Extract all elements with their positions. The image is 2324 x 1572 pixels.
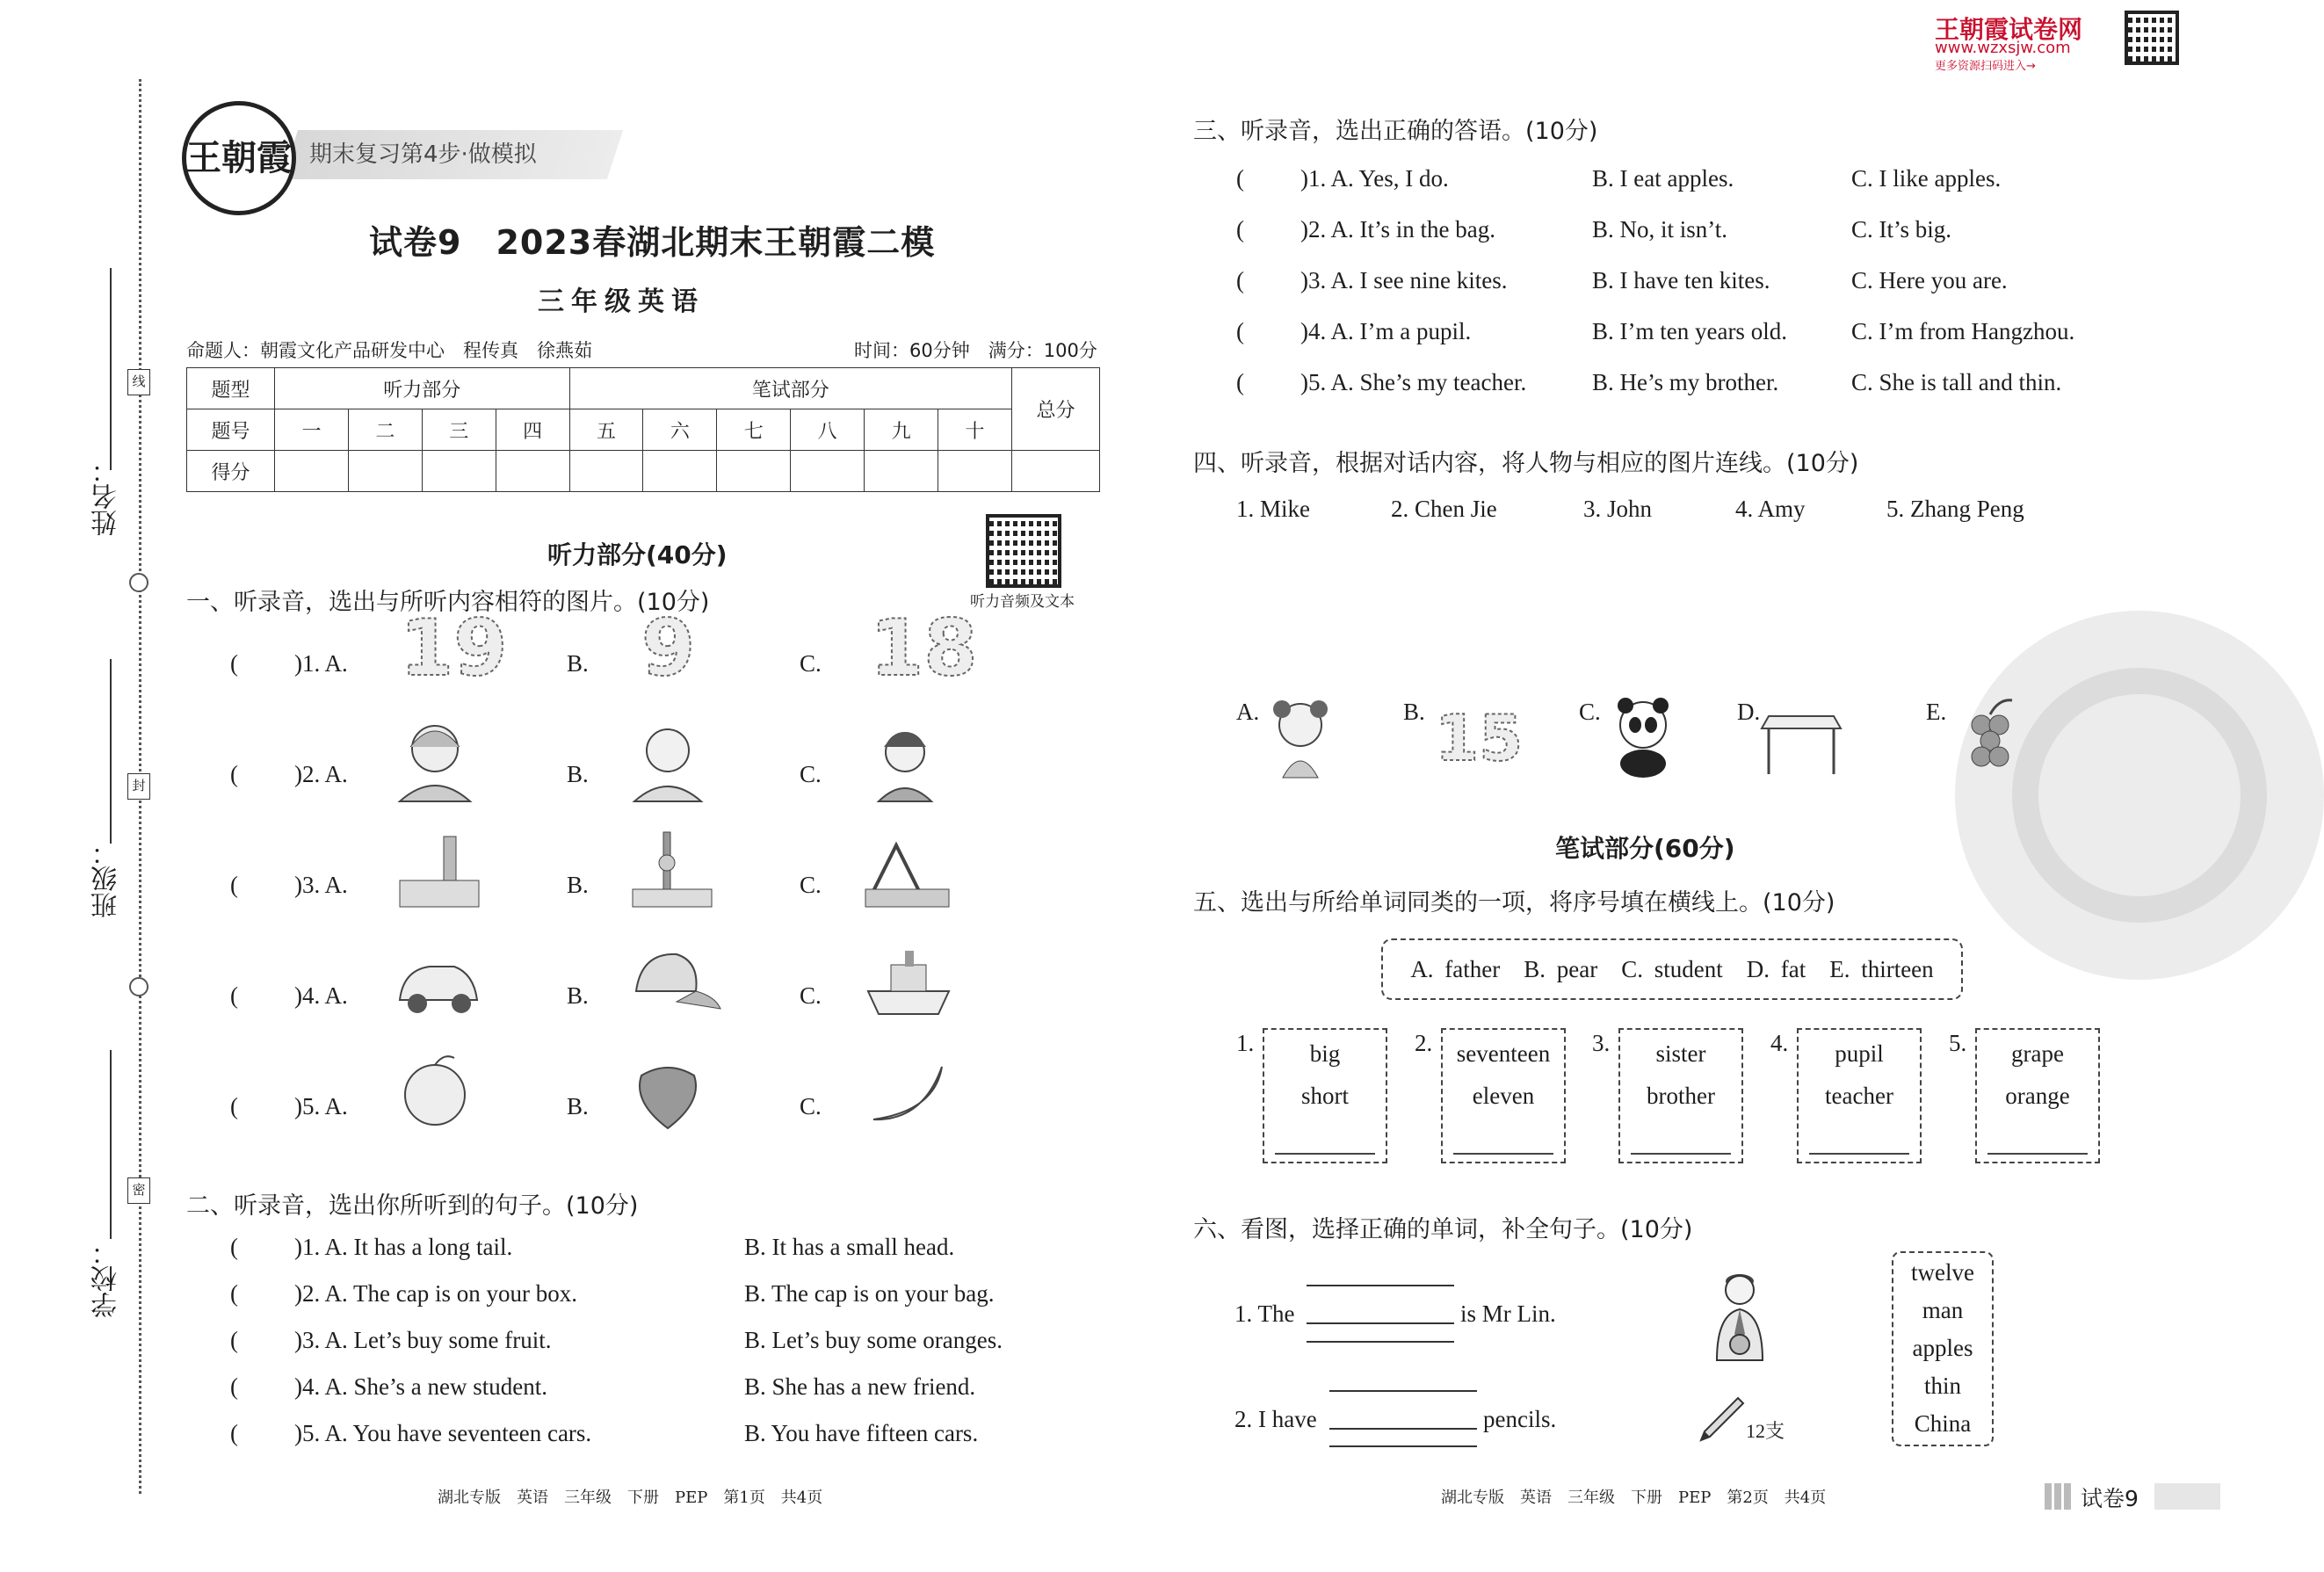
- word-bank: A. father B. pear C. student D. fat E. thirteen: [1381, 938, 1963, 1000]
- option-c-label: C.: [800, 761, 822, 787]
- sentence-option-a: )5. A. You have seventeen cars.: [294, 1420, 592, 1446]
- binding-mark-line: 线: [127, 369, 150, 395]
- sentence-option-a: )2. A. The cap is on your box.: [294, 1280, 577, 1307]
- card-number: 1.: [1236, 1030, 1255, 1056]
- person-name: 2. Chen Jie: [1391, 496, 1497, 522]
- card-word-2: teacher: [1825, 1083, 1893, 1109]
- reply-option-c: C. She is tall and thin.: [1851, 369, 2062, 395]
- card-number: 3.: [1592, 1030, 1611, 1056]
- answer-bracket[interactable]: (: [230, 872, 238, 898]
- bridge-picture: [861, 828, 958, 916]
- card-word-2: short: [1301, 1083, 1349, 1109]
- number-15-picture: 15: [1435, 701, 1524, 775]
- section-4-title: 四、听录音，根据对话内容，将人物与相应的图片连线。(10分): [1193, 450, 1859, 477]
- orange-picture: [391, 1049, 488, 1137]
- number-19-picture: 19: [400, 603, 508, 693]
- paper-tab-label: 试卷9: [2081, 1486, 2139, 1511]
- name-label: 姓名：: [91, 457, 122, 536]
- word-option: China: [1914, 1410, 1972, 1437]
- word-card: [1618, 1028, 1743, 1163]
- option-b-label: B.: [567, 872, 589, 898]
- question-number: 七: [717, 409, 791, 451]
- reply-option-c: C. It’s big.: [1851, 216, 1952, 243]
- score-cell[interactable]: [938, 451, 1012, 492]
- option-b-label: B.: [567, 982, 589, 1009]
- option-c-label: C.: [800, 872, 822, 898]
- grandpa-picture: [624, 717, 720, 805]
- card-word-1: seventeen: [1456, 1040, 1551, 1067]
- tv-tower-picture: [624, 828, 720, 916]
- word-card: [1441, 1028, 1566, 1163]
- question-number: 十: [938, 409, 1012, 451]
- page-footer-left: 湖北专版 英语 三年级 下册 PEP 第1页 共4页: [438, 1489, 823, 1507]
- card-answer-line[interactable]: [1275, 1153, 1375, 1155]
- card-answer-line[interactable]: [1987, 1153, 2088, 1155]
- logo-text: 王朝霞: [186, 137, 292, 178]
- sentence-2-guide-line: [1329, 1445, 1477, 1447]
- binding-mark-dense: 密: [127, 1177, 150, 1204]
- listening-part-header: 听力部分: [275, 368, 570, 409]
- sentence-2-end: pencils.: [1483, 1406, 1557, 1432]
- class-label: 班级：: [91, 839, 122, 918]
- card-word-1: grape: [2011, 1040, 2064, 1067]
- section-3-title: 三、听录音，选出正确的答语。(10分): [1193, 118, 1598, 145]
- reply-option-a: )2. A. It’s in the bag.: [1300, 216, 1495, 243]
- option-c-label: C.: [800, 982, 822, 1009]
- sentence-2-guide-line: [1329, 1390, 1477, 1392]
- sentence-2-start: 2. I have: [1234, 1406, 1317, 1432]
- option-c-label: C.: [800, 650, 822, 677]
- card-answer-line[interactable]: [1631, 1153, 1731, 1155]
- sentence-2-blank[interactable]: [1329, 1428, 1477, 1430]
- score-cell[interactable]: [791, 451, 865, 492]
- answer-bracket[interactable]: (: [230, 1327, 238, 1353]
- word-card: [1797, 1028, 1922, 1163]
- sentence-option-b: B. It has a small head.: [744, 1234, 955, 1260]
- brand-logo: [182, 101, 296, 215]
- row-label: 得分: [187, 451, 275, 492]
- person-name: 4. Amy: [1735, 496, 1806, 522]
- binding-hole: [129, 977, 148, 996]
- reply-option-c: C. I’m from Hangzhou.: [1851, 318, 2075, 344]
- review-step-banner: 期末复习第4步·做模拟: [309, 141, 537, 168]
- answer-bracket[interactable]: (: [1236, 369, 1244, 395]
- exam-subtitle: 三年级英语: [538, 286, 705, 317]
- answer-bracket[interactable]: (: [1236, 267, 1244, 293]
- brand-name: 王朝霞试卷网: [1935, 15, 2083, 44]
- answer-bracket[interactable]: (: [1236, 216, 1244, 243]
- sentence-1-start: 1. The: [1234, 1300, 1295, 1327]
- sentence-1-blank[interactable]: [1307, 1322, 1454, 1324]
- picture-label: A.: [1236, 699, 1260, 725]
- person-name: 3. John: [1583, 496, 1653, 522]
- audio-qr-code: [986, 514, 1061, 588]
- sentence-option-b: B. You have fifteen cars.: [744, 1420, 979, 1446]
- number-19-picture: [391, 603, 508, 694]
- listening-heading: 听力部分(40分): [547, 540, 728, 569]
- reply-option-b: B. I’m ten years old.: [1592, 318, 1787, 344]
- page-footer-right: 湖北专版 英语 三年级 下册 PEP 第2页 共4页: [1441, 1489, 1827, 1507]
- question-number: 三: [422, 409, 496, 451]
- question-number: 八: [791, 409, 865, 451]
- answer-bracket[interactable]: (: [230, 1280, 238, 1307]
- total-score-cell[interactable]: [1012, 451, 1100, 492]
- number-18-picture: [861, 603, 978, 694]
- answer-bracket[interactable]: (: [1236, 318, 1244, 344]
- reply-option-a: )1. A. Yes, I do.: [1300, 165, 1449, 192]
- sentence-option-b: B. She has a new friend.: [744, 1373, 976, 1400]
- card-word-2: orange: [2005, 1083, 2070, 1109]
- score-cell[interactable]: [275, 451, 349, 492]
- brand-qr-code: [2125, 11, 2179, 65]
- sentence-option-b: B. The cap is on your bag.: [744, 1280, 995, 1307]
- question-number: 二: [348, 409, 422, 451]
- question-number: 一: [275, 409, 349, 451]
- score-cell[interactable]: [643, 451, 717, 492]
- exam-time: 时间：60分钟 满分：100分: [854, 340, 1097, 361]
- score-cell[interactable]: [422, 451, 496, 492]
- answer-bracket[interactable]: (: [230, 650, 238, 677]
- binding-hole: [129, 573, 148, 592]
- question-number: )2. A.: [294, 761, 348, 787]
- word-options-box: [1892, 1251, 1994, 1446]
- pencil-picture: [1696, 1393, 1748, 1445]
- reply-option-a: )5. A. She’s my teacher.: [1300, 369, 1527, 395]
- option-c-label: C.: [800, 1093, 822, 1119]
- question-number: )4. A.: [294, 982, 348, 1009]
- writing-heading: 笔试部分(60分): [1555, 834, 1735, 863]
- score-cell[interactable]: [717, 451, 791, 492]
- total-header: 总分: [1012, 368, 1100, 451]
- panda-picture: [1604, 690, 1683, 778]
- tab-bar: [2154, 1483, 2220, 1510]
- banana-picture: [861, 1049, 958, 1137]
- boy-picture: [861, 717, 958, 805]
- number-9-picture: [624, 603, 720, 694]
- name-fill-line: [110, 268, 112, 470]
- question-number: 六: [643, 409, 717, 451]
- card-word-2: brother: [1647, 1083, 1715, 1109]
- word-option: apples: [1912, 1335, 1973, 1361]
- picture-label: E.: [1926, 699, 1947, 725]
- score-cell[interactable]: [865, 451, 938, 492]
- section-5-title: 五、选出与所给单词同类的一项，将序号填在横线上。(10分): [1193, 889, 1835, 916]
- writing-part-header: 笔试部分: [569, 368, 1011, 409]
- score-cell[interactable]: [348, 451, 422, 492]
- brand-url: www.wzxsjw.com: [1935, 39, 2071, 57]
- car-picture: [391, 938, 488, 1026]
- strawberry-picture: [624, 1049, 720, 1137]
- answer-bracket[interactable]: (: [230, 1373, 238, 1400]
- answer-bracket[interactable]: (: [230, 1420, 238, 1446]
- card-word-1: sister: [1655, 1040, 1706, 1067]
- grandma-picture: [391, 717, 488, 805]
- girl-picture: [1261, 690, 1340, 778]
- sentence-1-guide-line: [1307, 1341, 1454, 1343]
- card-word-1: big: [1309, 1040, 1341, 1067]
- reply-option-b: B. He’s my brother.: [1592, 369, 1779, 395]
- ship-picture: [861, 938, 958, 1026]
- row-label: 题型: [187, 368, 275, 409]
- sentence-option-b: B. Let’s buy some oranges.: [744, 1327, 1003, 1353]
- school-label: 学校：: [91, 1239, 122, 1318]
- question-number: )3. A.: [294, 872, 348, 898]
- word-card: [1263, 1028, 1387, 1163]
- desk-picture: [1762, 690, 1841, 778]
- sentence-1-guide-line: [1307, 1285, 1454, 1286]
- option-b-label: B.: [567, 650, 589, 677]
- brand-tagline: 更多资源扫码进入→: [1935, 60, 2036, 73]
- score-table: [186, 367, 1100, 492]
- watermark-seal-ring: [2012, 668, 2267, 923]
- card-answer-line[interactable]: [1453, 1153, 1553, 1155]
- man-picture: [1705, 1264, 1775, 1362]
- question-number: )5. A.: [294, 1093, 348, 1119]
- tab-decoration: [2045, 1483, 2071, 1510]
- card-number: 5.: [1949, 1030, 1967, 1056]
- option-b-label: B.: [567, 761, 589, 787]
- reply-option-b: B. I have ten kites.: [1592, 267, 1770, 293]
- exam-authors: 命题人：朝霞文化产品研发中心 程传真 徐燕茹: [186, 340, 592, 361]
- card-number: 4.: [1770, 1030, 1789, 1056]
- card-word-2: eleven: [1472, 1083, 1535, 1109]
- answer-bracket[interactable]: (: [230, 1234, 238, 1260]
- card-number: 2.: [1415, 1030, 1433, 1056]
- question-number: 九: [865, 409, 938, 451]
- word-option: twelve: [1911, 1259, 1974, 1286]
- person-name: 5. Zhang Peng: [1886, 496, 2024, 522]
- reply-option-b: B. I eat apples.: [1592, 165, 1734, 192]
- score-cell[interactable]: [496, 451, 569, 492]
- option-b-label: B.: [567, 1093, 589, 1119]
- question-number: 四: [496, 409, 569, 451]
- number-15-picture: [1428, 690, 1524, 778]
- picture-label: B.: [1403, 699, 1425, 725]
- answer-bracket[interactable]: (: [230, 761, 238, 787]
- row-label: 题号: [187, 409, 275, 451]
- section-1-title: 一、听录音，选出与所听内容相符的图片。(10分): [186, 589, 710, 616]
- sentence-1-end: is Mr Lin.: [1460, 1300, 1556, 1327]
- number-18-picture: 18: [870, 603, 978, 693]
- reply-option-a: )3. A. I see nine kites.: [1300, 267, 1508, 293]
- class-fill-line: [110, 659, 112, 844]
- tower-city-picture: [391, 828, 488, 916]
- answer-bracket[interactable]: (: [230, 982, 238, 1009]
- answer-bracket[interactable]: (: [230, 1093, 238, 1119]
- reply-option-b: B. No, it isn’t.: [1592, 216, 1728, 243]
- picture-label: D.: [1737, 699, 1761, 725]
- question-number: )1. A.: [294, 650, 348, 677]
- school-fill-line: [110, 1050, 112, 1239]
- card-word-1: pupil: [1835, 1040, 1884, 1067]
- grapes-picture: [1951, 690, 2030, 778]
- reply-option-c: C. Here you are.: [1851, 267, 2008, 293]
- reply-option-c: C. I like apples.: [1851, 165, 2002, 192]
- picture-label: C.: [1579, 699, 1601, 725]
- sentence-option-a: )4. A. She’s a new student.: [294, 1373, 547, 1400]
- audio-qr-caption: 听力音频及文本: [970, 593, 1075, 611]
- card-answer-line[interactable]: [1809, 1153, 1909, 1155]
- pencil-caption: 12支: [1746, 1420, 1785, 1442]
- sentence-option-a: )3. A. Let’s buy some fruit.: [294, 1327, 552, 1353]
- sentence-option-a: )1. A. It has a long tail.: [294, 1234, 513, 1260]
- person-name: 1. Mike: [1236, 496, 1310, 522]
- grandpa-face: [647, 729, 689, 772]
- binding-mark-seal: 封: [127, 773, 150, 800]
- section-6-title: 六、看图，选择正确的单词，补全句子。(10分): [1193, 1216, 1693, 1243]
- number-9-picture: 9: [641, 603, 696, 693]
- score-cell[interactable]: [569, 451, 643, 492]
- word-option: man: [1922, 1297, 1964, 1323]
- exam-title: 试卷9 2023春湖北期末王朝霞二模: [369, 223, 936, 262]
- word-option: thin: [1923, 1373, 1961, 1399]
- answer-bracket[interactable]: (: [1236, 165, 1244, 192]
- cap-picture: [624, 938, 720, 1026]
- section-2-title: 二、听录音，选出你所听到的句子。(10分): [186, 1192, 639, 1220]
- word-card: [1975, 1028, 2100, 1163]
- question-number: 五: [569, 409, 643, 451]
- reply-option-a: )4. A. I’m a pupil.: [1300, 318, 1472, 344]
